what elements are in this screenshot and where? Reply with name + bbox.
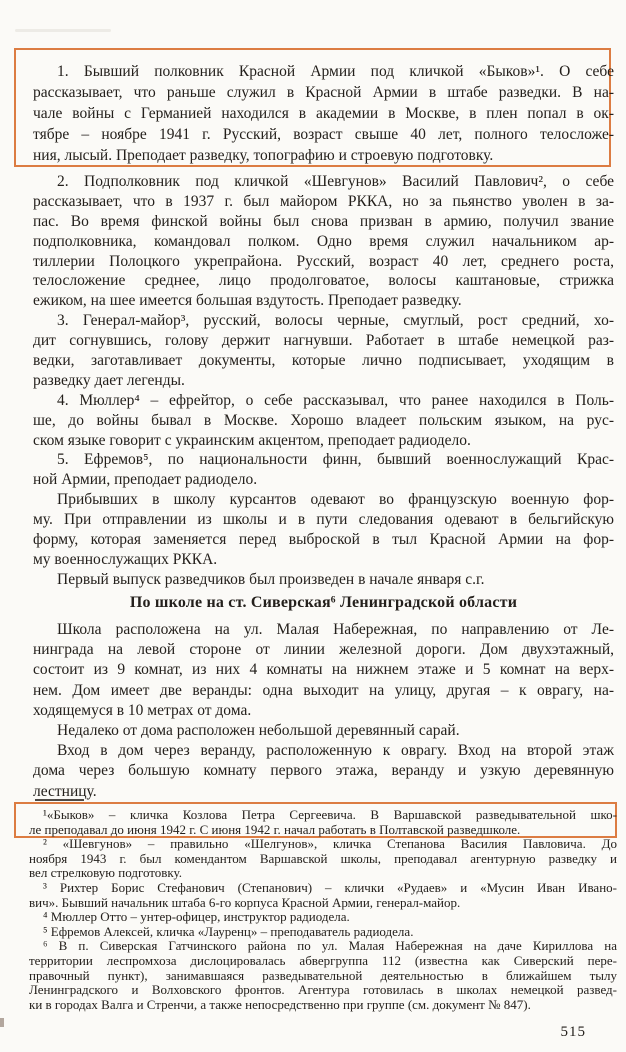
text-line: дит согнувшись, голову держит нагнувши. Работает в штабе немецкой раз- bbox=[33, 332, 614, 350]
text-line: подполковника, командовал полком. Одно время служил начальником ар- bbox=[33, 232, 614, 250]
page-number: 515 bbox=[560, 1024, 586, 1040]
text-line: 4. Мюллер⁴ – ефрейтор, о себе рассказывал, что ранее находился в Поль- bbox=[57, 391, 614, 409]
text-line: ходящемуся в 10 метрах от дома. bbox=[33, 701, 252, 719]
text-line: рассказывает, что в 1937 г. был майором РККА, но за пьянство уволен в за- bbox=[33, 192, 614, 210]
footnote-divider bbox=[35, 799, 84, 801]
text-line: му. При отправлении из школы и в пути следования одевают в бельгийскую bbox=[33, 511, 614, 529]
text-line: форму, которая заменяется перед выброской в тыл Красной Армии на фор- bbox=[33, 531, 614, 549]
text-line: ⁶ В п. Сиверская Гатчинского района по ул. Малая Набережная на даче Кириллова на bbox=[43, 938, 617, 954]
text-line: ше, до войны бывал в Москве. Хорошо владеет польским языком, на рус- bbox=[33, 411, 614, 429]
text-line: лестницу. bbox=[33, 782, 97, 800]
text-line: правочный пункт), занимавшаяся разведывательной деятельностью в ближайшем тылу bbox=[29, 967, 617, 983]
text-line: му военнослужащих РККА. bbox=[33, 550, 218, 568]
text-line: тиллерии Полоцкого укрепрайона. Русский, возраст 40 лет, среднего роста, bbox=[33, 252, 614, 270]
text-line: телосложение среднее, лицо продолговатое, волосы каштановые, стрижка bbox=[33, 272, 614, 290]
scan-artifact bbox=[0, 1018, 4, 1027]
footnotes-block bbox=[29, 808, 617, 1012]
text-line: 2. Подполковник под кличкой «Шевгунов» Василий Павлович², о себе bbox=[57, 173, 614, 190]
text-line: Прибывших в школу курсантов одевают во французскую военную фор- bbox=[57, 491, 614, 509]
text-line: Вход в дом через веранду, расположенную к оврагу. Вход на второй этаж bbox=[57, 742, 614, 760]
text-line: 1. Бывший полковник Красной Армии под кличкой «Быков»¹. О себе bbox=[57, 63, 614, 80]
text-line: ежиком, на шее имеется большая вздутость. Преподает разведку. bbox=[33, 292, 462, 310]
section-heading: По школе на ст. Сиверская⁶ Ленинградской области bbox=[129, 594, 518, 611]
text-line: состоит из 9 комнат, из них 4 комнаты на нижнем этаже и 5 комнат на верх- bbox=[33, 661, 614, 679]
text-line: ния, лысый. Преподает разведку, топографию и строевую подготовку. bbox=[33, 147, 494, 164]
text-line: разведку дает легенды. bbox=[33, 371, 185, 389]
text-line: ⁵ Ефремов Алексей, кличка «Лауренц» – преподаватель радиодела. bbox=[43, 923, 414, 939]
entry-1-paragraph bbox=[33, 61, 614, 166]
text-line: нинграда на левой стороне от линии железной дороги. Дом двухэтажный, bbox=[33, 641, 614, 659]
text-line: территории леспромхоза дислоцировалась абвергруппа 112 (известна как Сиверский пере- bbox=[29, 952, 617, 968]
text-line: ле преподавал до июня 1942 г. С июня 1942 г. начал работать в Полтавской разведшколе. bbox=[29, 821, 521, 837]
text-line: тябре – ноябре 1941 г. Русский, возраст свыше 40 лет, полного телосложе- bbox=[33, 126, 614, 143]
text-line: чале войны с Германией находился в академии в Москве, в плен попал в ок- bbox=[33, 105, 614, 122]
text-line: Ленинградского и Волховского фронтов. Агентура готовилась в школах немецкой развед- bbox=[29, 982, 617, 998]
school-description-text bbox=[33, 620, 614, 802]
text-line: пас. Во время финской войны был снова призван в армию, получил звание bbox=[33, 212, 614, 230]
text-line: ноября 1943 г. был комендантом Варшавской школы, преподавал агентурную разведку и bbox=[29, 850, 617, 866]
text-line: ² «Шевгунов» – правильно «Шелгунов», кличка Степанова Василия Павловича. До bbox=[43, 836, 617, 852]
numbered-entries-text bbox=[33, 172, 614, 590]
text-line: рассказывает, что раньше служил в Красной Армии в штабе разведки. В на- bbox=[33, 84, 614, 101]
text-line: Школа расположена на ул. Малая Набережная, по направлению от Ле- bbox=[57, 621, 614, 638]
text-line: Недалеко от дома расположен небольшой деревянный сарай. bbox=[57, 721, 460, 739]
text-line: 3. Генерал-майор³, русский, волосы черные, смуглый, рост средний, хо- bbox=[57, 312, 614, 330]
scan-artifact bbox=[15, 29, 111, 32]
text-line: ки в городах Валга и Стренчи, а также непосредственно при группе (см. документ № 847). bbox=[29, 996, 531, 1012]
text-line: 5. Ефремов⁵, по национальности финн, бывший военнослужащий Крас- bbox=[57, 451, 614, 469]
text-line: ⁴ Мюллер Отто – унтер-офицер, инструктор радиодела. bbox=[43, 909, 350, 925]
text-line: вич». Бывший начальник штаба 6-го корпуса Красной Армии, генерал-майор. bbox=[29, 894, 461, 910]
text-line: ¹«Быков» – кличка Козлова Петра Сергеевича. В Варшавской разведывательной шко- bbox=[43, 807, 617, 822]
text-line: ной Армии, преподает радиодело. bbox=[33, 471, 258, 489]
text-line: нем. Дом имеет две веранды: одна выходит на улицу, другая – к оврагу, на- bbox=[33, 681, 614, 699]
text-line: дома через большую комнату первого этажа, веранду и узкую деревянную bbox=[33, 762, 614, 780]
text-line: Первый выпуск разведчиков был произведен в начале января с.г. bbox=[57, 570, 485, 588]
text-line: ведки, заготавливает документы, которые лично подписывает, уходящим в bbox=[33, 352, 614, 370]
text-line: ском языке говорит с украинским акцентом, преподает радиодело. bbox=[33, 431, 471, 449]
text-line: ³ Рихтер Борис Стефанович (Степанович) – клички «Рудаев» и «Мусин Иван Ивано- bbox=[43, 879, 617, 895]
text-line: вел стрелковую подготовку. bbox=[29, 865, 183, 881]
